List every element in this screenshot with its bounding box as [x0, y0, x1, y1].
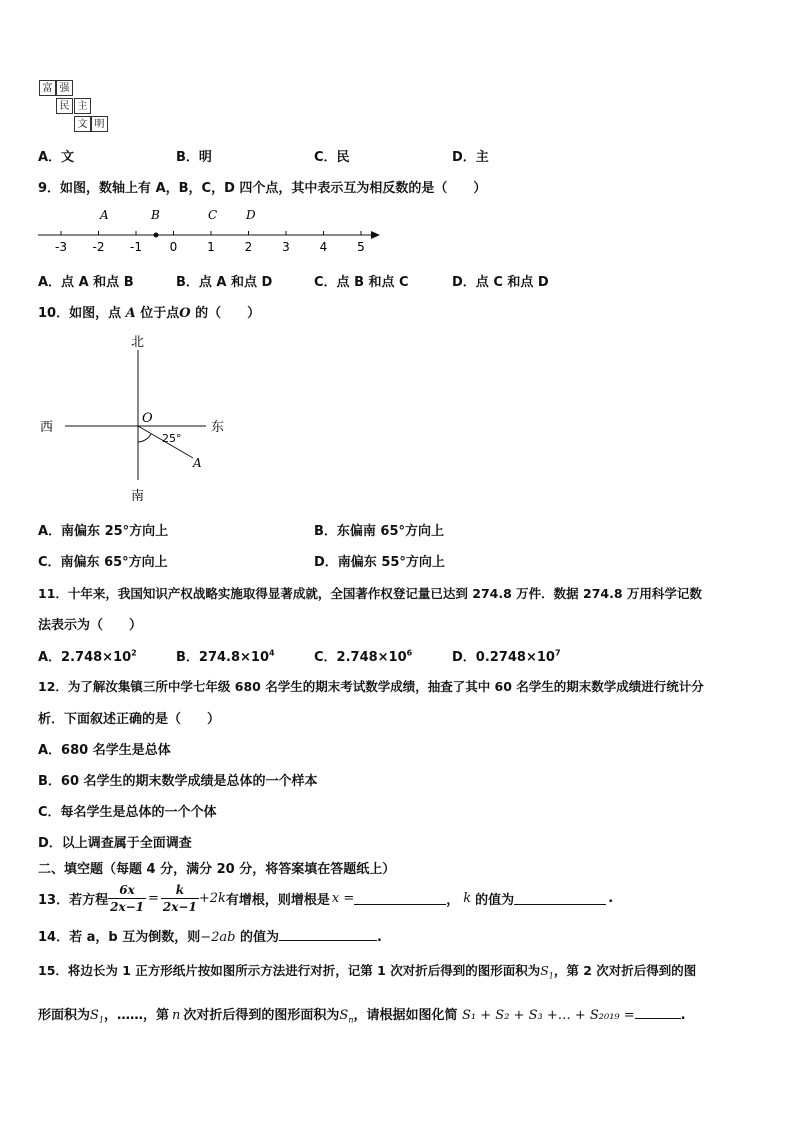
q12-option-d: D．以上调查属于全面调查: [38, 836, 192, 851]
point-label-d: D: [246, 208, 256, 222]
q8-option-d: D．主: [452, 150, 489, 165]
answer-blank-q15[interactable]: [635, 1006, 681, 1019]
point-label-a: A: [100, 208, 109, 222]
cube-cell: 明: [91, 116, 108, 132]
east-label: 东: [211, 420, 225, 435]
south-label: 南: [131, 489, 145, 504]
q9-option-c: C．点 B 和点 C: [314, 275, 409, 290]
cube-cell: 主: [74, 98, 91, 114]
tick-label: 0: [169, 240, 178, 254]
q12-line2: 析．下面叙述正确的是（ ）: [38, 712, 221, 727]
point-a-label: A: [193, 456, 202, 470]
cube-cell: 强: [56, 80, 73, 96]
q12-option-c: C．每名学生是总体的一个个体: [38, 805, 217, 820]
cube-cell: 富: [39, 80, 56, 96]
q11-line1: 11．十年来，我国知识产权战略实施取得显著成就，全国著作权登记量已达到 274.8 万件．数据 274.8 万用科学记数: [38, 586, 702, 601]
q14: 14．若 a，b 互为倒数，则−2ab 的值为 .: [38, 930, 382, 945]
q11-option-a: A．$2.748\times 10^2$: [38, 648, 137, 665]
answer-blank-root[interactable]: [354, 892, 446, 905]
q12-line1: 12．为了解汝集镇三所中学七年级 680 名学生的期末考试数学成绩，抽查了其中 60 名学生的期末数学成绩进行统计分: [38, 679, 704, 694]
q12-option-a: A．680 名学生是总体: [38, 743, 171, 758]
tick-label: -3: [55, 240, 67, 254]
q8-option-a: A．文: [38, 150, 75, 165]
q10-option-c: C．南偏东 65°方向上: [38, 555, 168, 570]
q9-option-d: D．点 C 和点 D: [452, 275, 549, 290]
cube-cell: 民: [56, 98, 73, 114]
compass-figure: [38, 330, 238, 510]
origin-label: O: [142, 411, 153, 426]
q9-option-b: B．点 A 和点 D: [176, 275, 273, 290]
q11-option-d: D．$0.2748\times 10^7$: [452, 648, 561, 665]
tick-label: 3: [282, 240, 290, 254]
number-line-figure: [30, 205, 390, 255]
q10-option-d: D．南偏东 55°方向上: [314, 555, 445, 570]
tick-label: 1: [207, 240, 215, 254]
q12-option-b: B．60 名学生的期末数学成绩是总体的一个样本: [38, 774, 318, 789]
number-line-arrow: [371, 231, 380, 239]
angle-arc: [138, 434, 151, 442]
fraction-1: $\frac{6x}{2x-1}$: [110, 882, 145, 914]
q11-option-c: C．$2.748\times 10^6$: [314, 648, 413, 665]
q9-option-a: A．点 A 和点 B: [38, 275, 134, 290]
section-heading: 二、填空题（每题 4 分，满分 20 分，将答案填在答题纸上）: [38, 862, 396, 877]
q13: 13．若方程 $\frac{6x}{2x-1}$ = $\frac{k}{2x-1}$ +2k 有增根，则增根是 x = ， k 的值为 .: [38, 882, 614, 914]
north-label: 北: [131, 335, 145, 350]
answer-blank-k[interactable]: [514, 892, 606, 905]
q11-option-b: B．$274.8\times 10^4$: [176, 648, 275, 665]
point-label-b: B: [151, 208, 160, 222]
q8-option-c: C．民: [314, 150, 350, 165]
q8-option-b: B．明: [176, 150, 212, 165]
q10-stem: 10．如图，点 A 位于点O 的（ ）: [38, 306, 261, 321]
tick-label: 2: [244, 240, 253, 254]
q10-option-b: B．东偏南 65°方向上: [314, 524, 445, 539]
point-b-dot: [154, 233, 159, 238]
tick-label: -2: [92, 240, 105, 254]
q15-line2: 形面积为$S_1$，……，第 n 次对折后得到的图形面积为$S_n$，请根据如图化简 S₁ + S₂ + S₃ +… + S₂₀₁₉ = .: [38, 1008, 686, 1025]
cube-cell: 文: [74, 116, 91, 132]
angle-label: 25°: [162, 432, 182, 445]
q9-stem: 9．如图，数轴上有 A，B，C，D 四个点，其中表示互为相反数的是（ ）: [38, 181, 487, 196]
tick-label: -1: [130, 240, 142, 254]
tick-label: 5: [357, 240, 365, 254]
point-label-c: C: [208, 208, 218, 222]
answer-blank-q14[interactable]: [279, 928, 377, 941]
q10-option-a: A．南偏东 25°方向上: [38, 524, 169, 539]
q11-line2: 法表示为（ ）: [38, 618, 143, 633]
tick-label: 4: [319, 240, 328, 254]
west-label: 西: [40, 420, 54, 435]
fraction-2: $\frac{k}{2x-1}$: [162, 882, 197, 914]
q15-line1: 15．将边长为 1 正方形纸片按如图所示方法进行对折，记第 1 次对折后得到的图形面积为$S_1$，第 2 次对折后得到的图: [38, 963, 697, 981]
